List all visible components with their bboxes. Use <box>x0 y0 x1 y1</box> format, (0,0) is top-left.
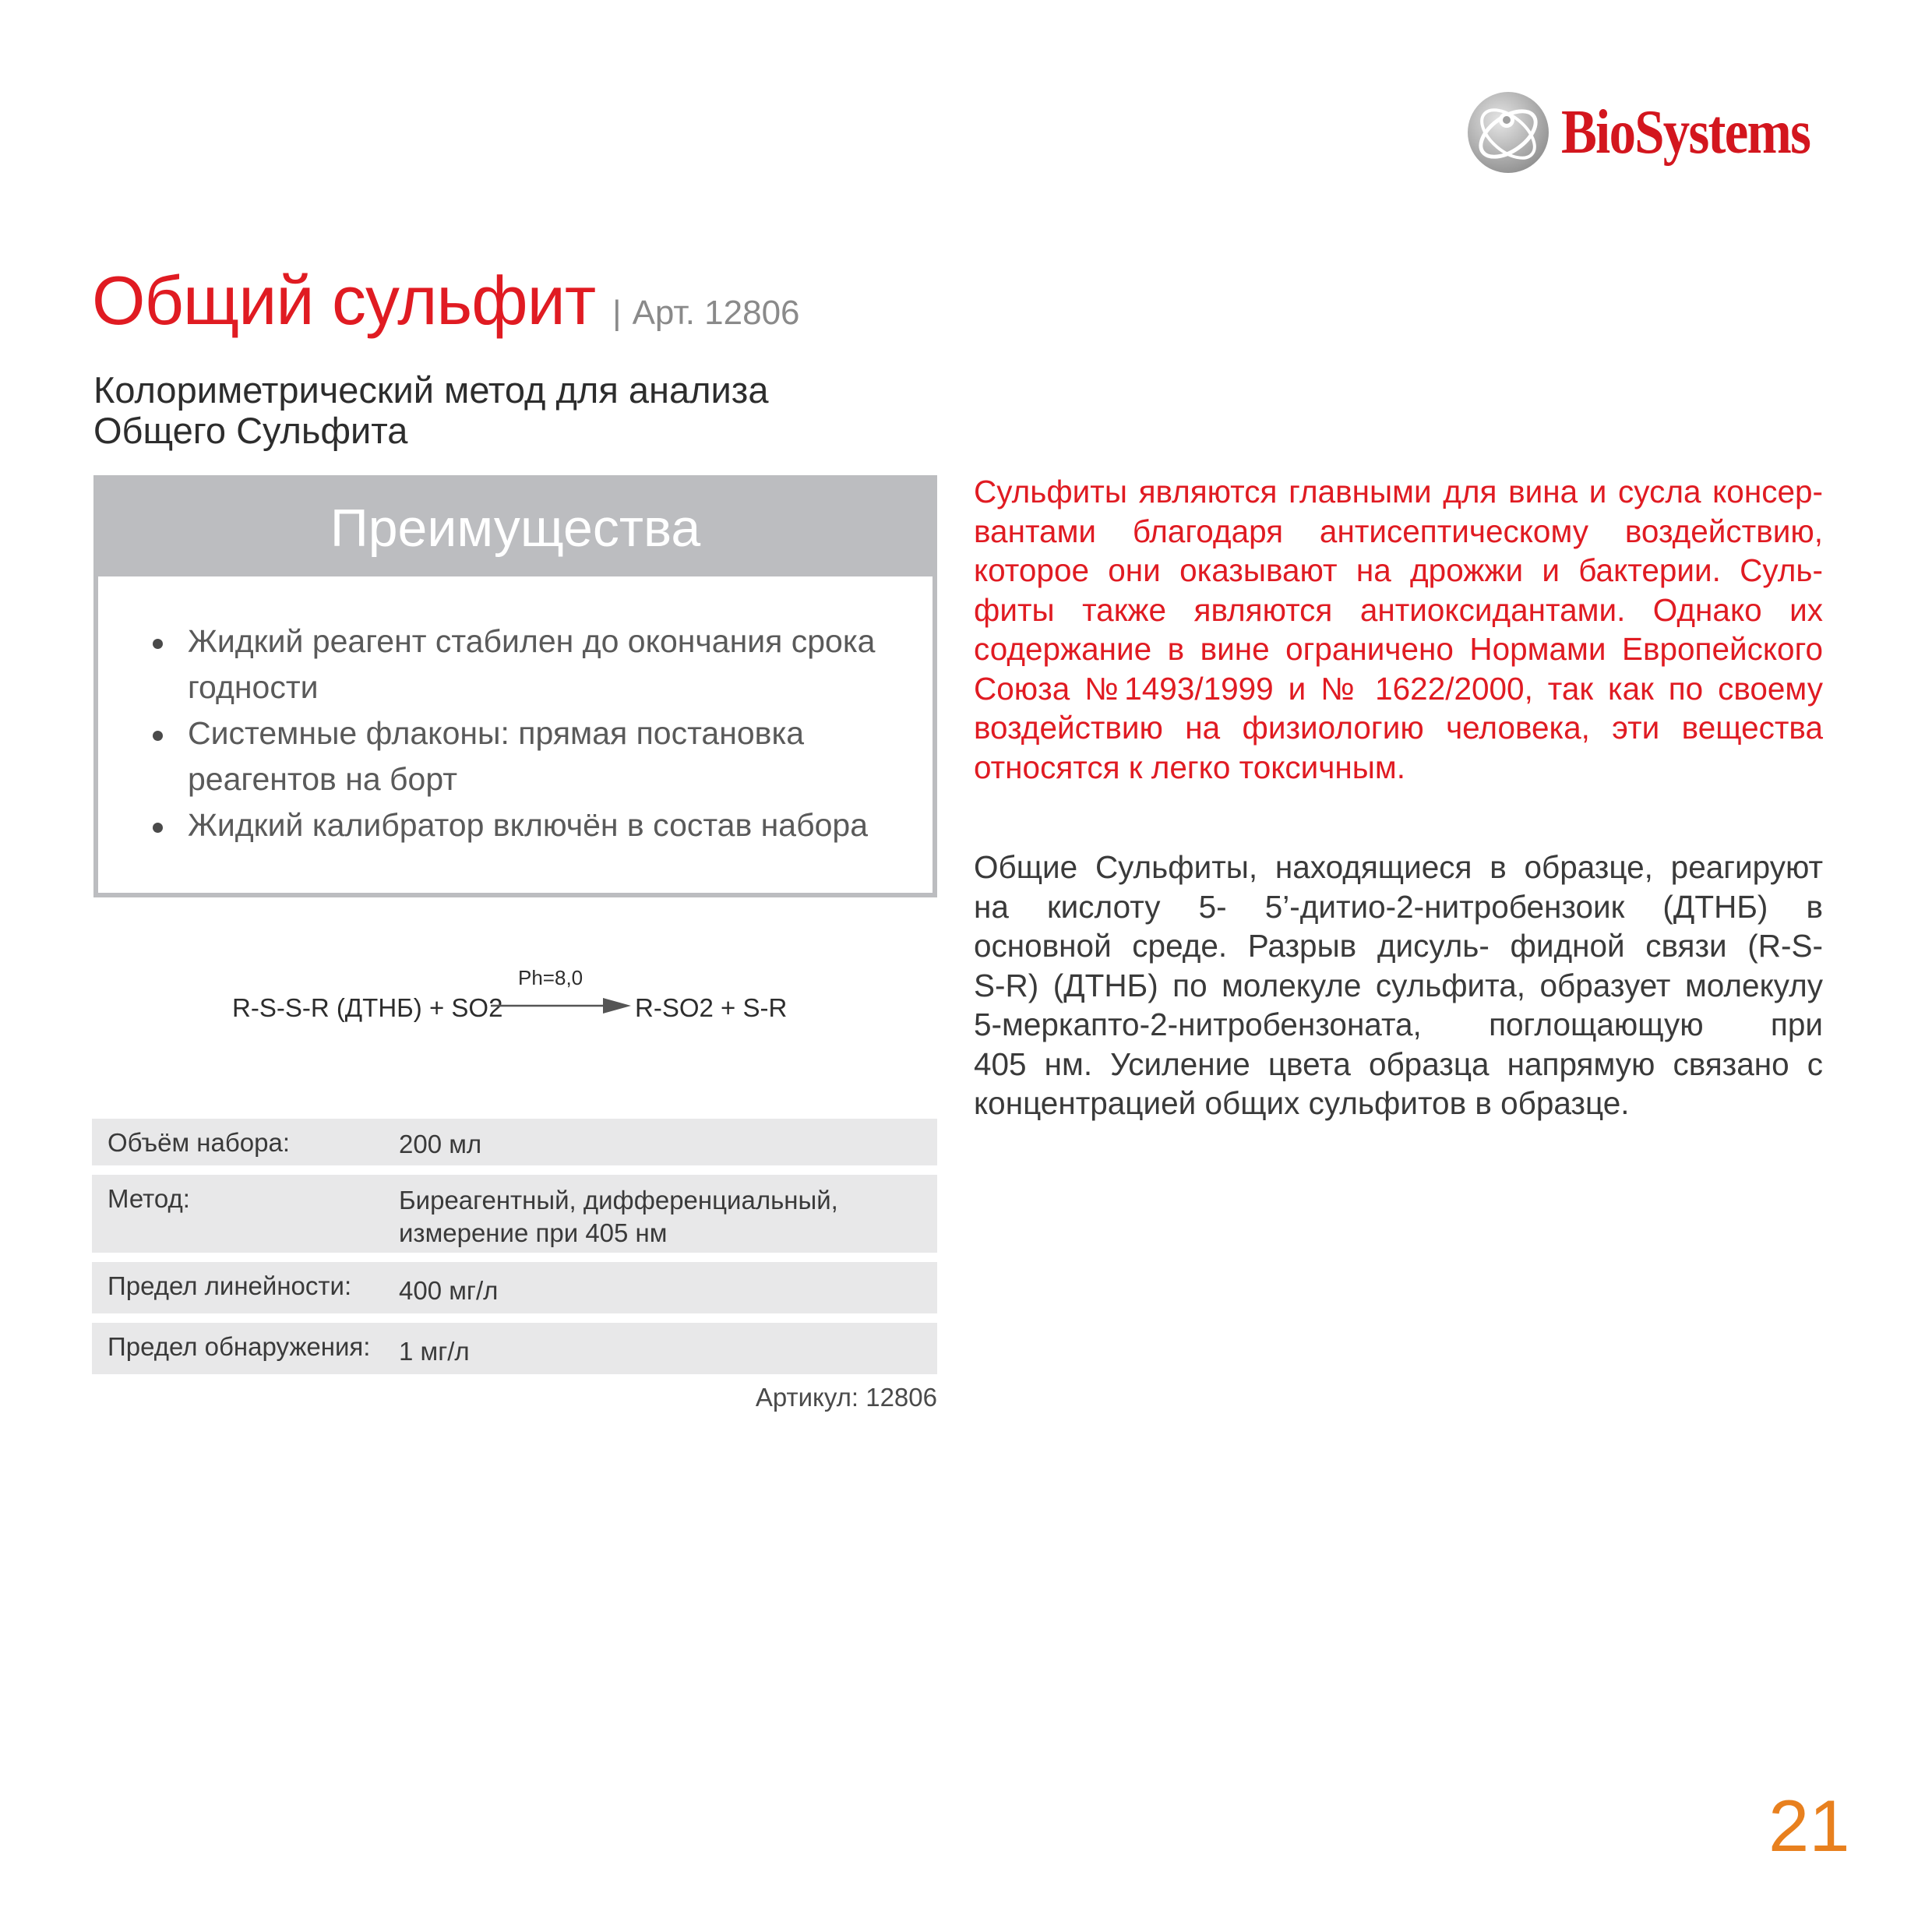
spec-value <box>399 1184 838 1250</box>
spec-value: 400 мг/л <box>399 1276 499 1305</box>
subtitle-line: Общего Сульфита <box>93 410 408 451</box>
spec-label: Предел линейности: <box>108 1271 352 1300</box>
spec-value-line: измерение при 405 нм <box>399 1218 668 1247</box>
brand-logo <box>1465 86 1854 179</box>
text-line: концентрацией общих сульфитов в образце. <box>974 1085 1630 1121</box>
page-title-row <box>92 261 800 340</box>
advantages-list <box>153 619 901 848</box>
advantages-box <box>93 475 937 897</box>
text-line: на кислоту 5- 5’-дитио-2-нитробензоик (ДТНБ) в <box>974 888 1823 925</box>
spec-row <box>92 1262 937 1313</box>
text-line: фиты также являются антиоксидантами. Однако их <box>974 591 1823 628</box>
spec-row <box>92 1323 937 1374</box>
list-item: Системные флаконы: прямая постановка реагентов на борт <box>153 710 901 802</box>
advantages-header: Преимущества <box>98 480 933 576</box>
text-line: основной среде. Разрыв дисуль- фидной связи (R-S- <box>974 928 1823 964</box>
reaction-products: R-SO2 + S-R <box>635 993 788 1022</box>
list-item: Жидкий реагент стабилен до окончания срока годности <box>153 619 901 710</box>
article-number: Артикул: 12806 <box>755 1383 937 1412</box>
list-item: Жидкий калибратор включён в состав набора <box>153 802 901 848</box>
page-number: 21 <box>1768 1785 1850 1867</box>
text-line: Общие Сульфиты, находящиеся в образце, реагируют <box>974 849 1823 885</box>
spec-label: Предел обнаружения: <box>108 1332 371 1361</box>
arrow-right-icon <box>491 994 631 1017</box>
intro-paragraph <box>974 472 1823 787</box>
text-line: S-R) (ДТНБ) по молекуле сульфита, образует молекулу <box>974 967 1823 1003</box>
text-line: 5-меркапто-2-нитробензоната, поглощающую при <box>974 1007 1823 1042</box>
text-line: вантами благодаря антисептическому воздействию, <box>974 513 1823 549</box>
spec-label: Метод: <box>108 1184 190 1213</box>
reaction-reactants: R-S-S-R (ДТНБ) + SO2 <box>232 993 503 1022</box>
method-description <box>974 848 1823 1123</box>
subtitle <box>93 370 873 451</box>
spec-value: 200 мл <box>399 1130 482 1158</box>
text-line: воздействию на физиологию человека, эти вещества <box>974 710 1823 746</box>
title-separator: | <box>612 294 622 332</box>
text-line: которое они оказывают на дрожжи и бактерии. Суль- <box>974 552 1823 588</box>
spec-value: 1 мг/л <box>399 1337 470 1366</box>
spec-row <box>92 1119 937 1165</box>
text-line: относятся к легко токсичным. <box>974 749 1405 785</box>
spec-value-line: Биреагентный, дифференциальный, <box>399 1186 838 1215</box>
text-line: 405 нм. Усиление цвета образца напрямую связано с <box>974 1045 1823 1082</box>
biosystems-globe-icon <box>1465 89 1552 176</box>
spec-label: Объём набора: <box>108 1128 291 1157</box>
spec-row <box>92 1175 937 1253</box>
title-article: Арт. 12806 <box>632 294 800 332</box>
page-title: Общий сульфит <box>92 262 596 339</box>
subtitle-line: Колориметрический метод для анализа <box>93 369 769 411</box>
brand-name: BioSystems <box>1561 97 1810 167</box>
text-line: Союза №1493/1999 и № 1622/2000, так как по своему <box>974 670 1823 707</box>
reaction-equation <box>93 966 937 1028</box>
text-line: Сульфиты являются главными для вина и сусла консер- <box>974 474 1823 509</box>
reaction-condition: Ph=8,0 <box>518 966 583 989</box>
text-line: содержание в вине ограничено Нормами Европейского <box>974 631 1823 667</box>
